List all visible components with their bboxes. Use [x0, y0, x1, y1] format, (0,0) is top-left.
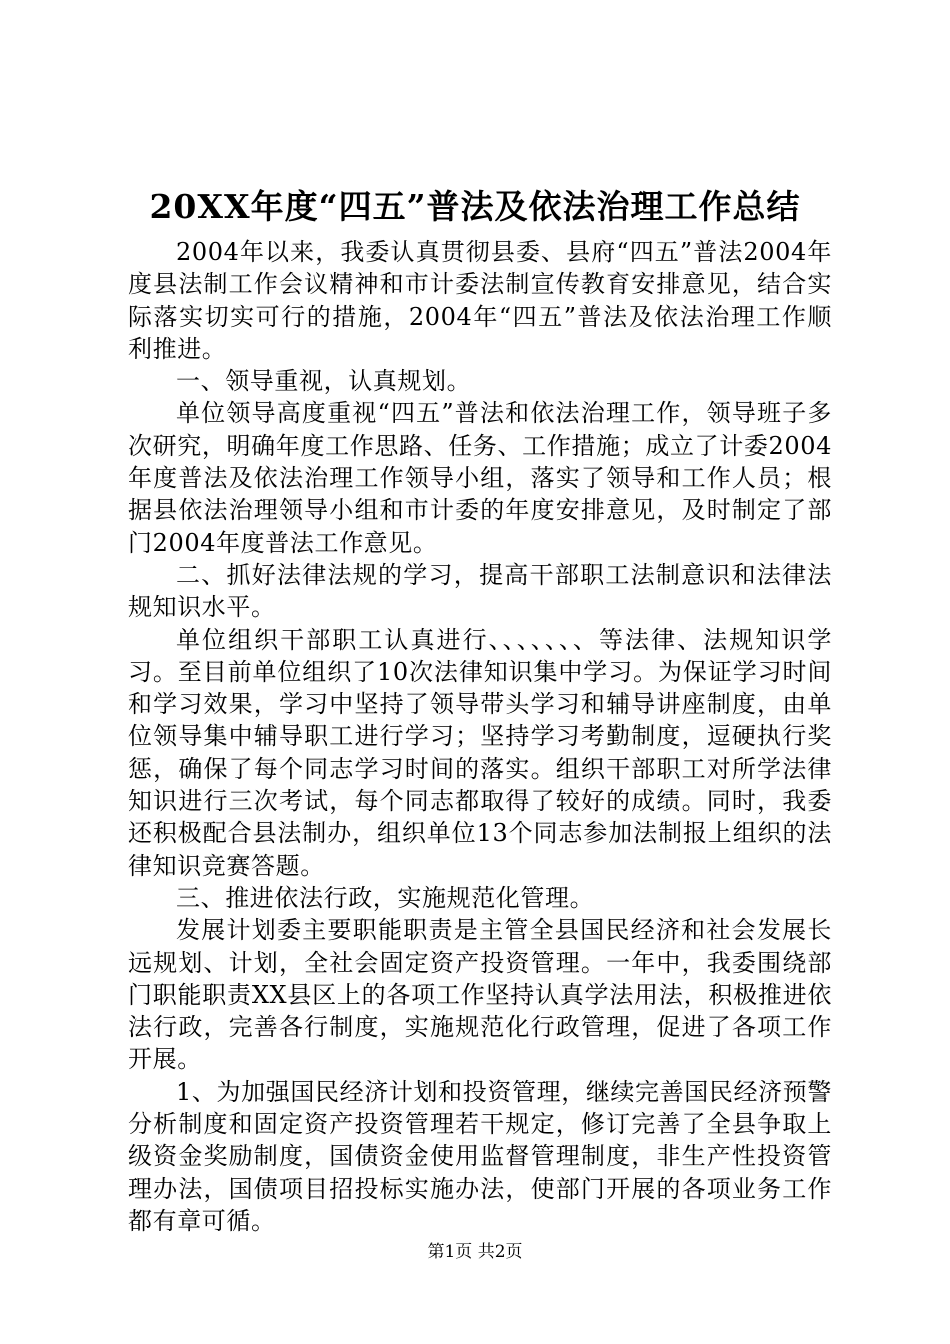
- document-body: [128, 236, 832, 1237]
- section-heading-2: 二、抓好法律法规的学习，提高干部职工法制意识和法律法规知识水平。: [128, 560, 832, 622]
- document-title: 20XX年度“四五”普法及依法治理工作总结: [149, 187, 801, 226]
- page-footer: 第1页 共2页: [427, 1242, 523, 1262]
- paragraph-section-3: 发展计划委主要职能职责是主管全县国民经济和社会发展长远规划、计划，全社会固定资产投资管理。一年中，我委围绕部门职能职责XX县区上的各项工作坚持认真学法用法，积极推进依法行政，完善各行制度，实施规范化行政管理，促进了各项工作开展。: [128, 916, 832, 1074]
- section-heading-3: 三、推进依法行政，实施规范化管理。: [176, 883, 595, 912]
- paragraph-section-2: 单位组织干部职工认真进行、、、、、、、等法律、法规知识学习。至目前单位组织了10次法律知识集中学习。为保证学习时间和学习效果，学习中坚持了领导带头学习和辅导讲座制度，由单位领导集中辅导职工进行学习；坚持学习考勤制度，逗硬执行奖惩，确保了每个同志学习时间的落实。组织干部职工对所学法律知识进行三次考试，每个同志都取得了较好的成绩。同时，我委还积极配合县法制办，组织单位13个同志参加法制报上组织的法律知识竞赛答题。: [128, 625, 832, 880]
- paragraph-section-1: 单位领导高度重视“四五”普法和依法治理工作，领导班子多次研究，明确年度工作思路、任务、工作措施；成立了计委2004年度普法及依法治理工作领导小组，落实了领导和工作人员；根据县依法治理领导小组和市计委的年度安排意见，及时制定了部门2004年度普法工作意见。: [128, 399, 832, 557]
- paragraph-intro: 2004年以来，我委认真贯彻县委、县府“四五”普法2004年度县法制工作会议精神和市计委法制宣传教育安排意见，结合实际落实切实可行的措施，2004年“四五”普法及依法治理工作顺利推进。: [128, 238, 832, 363]
- paragraph-item-1: 1、为加强国民经济计划和投资管理，继续完善国民经济预警分析制度和固定资产投资管理若干规定，修订完善了全县争取上级资金奖励制度，国债资金使用监督管理制度，非生产性投资管理办法，国债项目招投标实施办法，使部门开展的各项业务工作都有章可循。: [128, 1077, 832, 1235]
- section-heading-1: 一、领导重视，认真规划。: [176, 367, 472, 396]
